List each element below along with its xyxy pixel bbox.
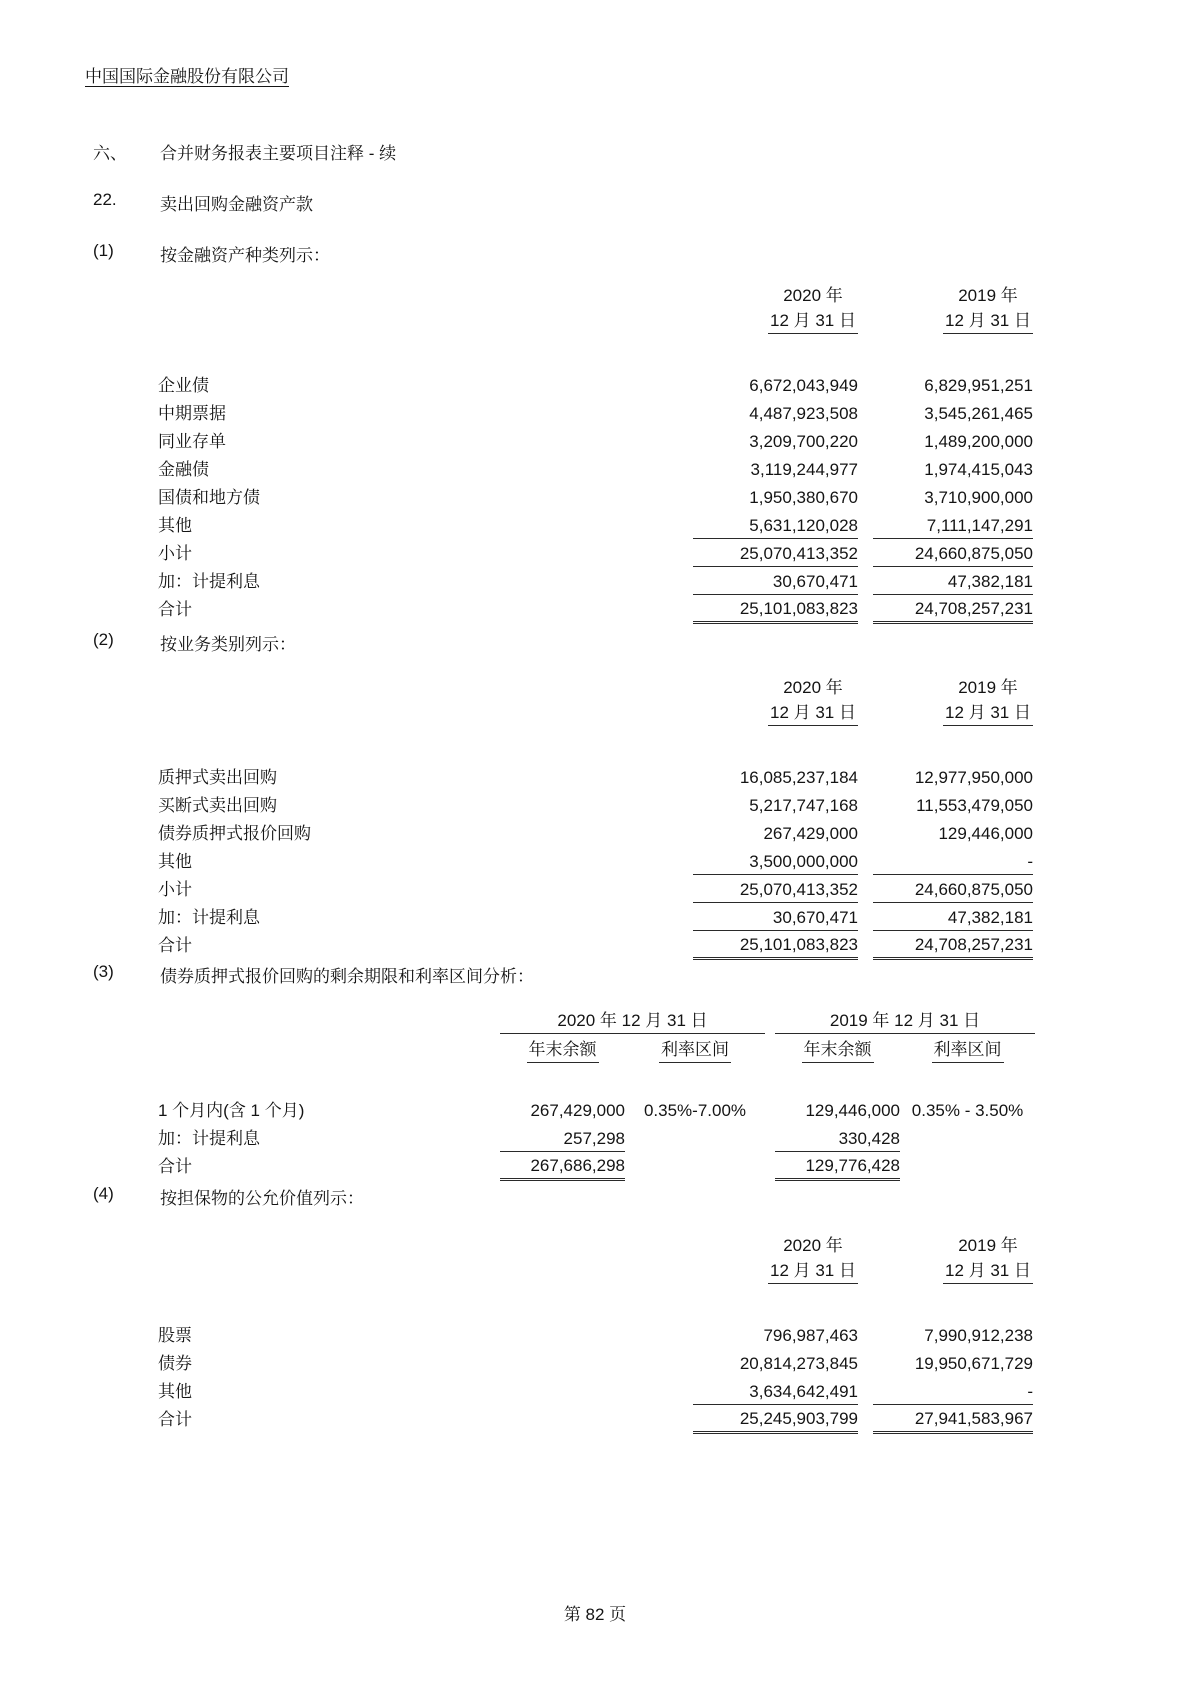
value-2020: 16,085,237,184 [739,768,858,787]
row-label: 其他 [158,1382,192,1401]
rate-2019 [900,1123,1035,1151]
rate-2020 [625,1123,765,1151]
section-heading [93,139,396,164]
item3-heading [93,962,534,987]
value-2019: - [1027,1381,1033,1401]
rate-2020: 0.35%-7.00% [643,1101,747,1120]
year-2019-label: 2019 年 [958,1236,1018,1255]
table-row [158,482,1033,510]
sub-header-row [158,1034,1035,1066]
item3-number: (3) [93,962,114,981]
row-label: 其他 [158,516,192,535]
page-number: 第 82 页 [563,1605,627,1624]
table-row [158,818,1033,846]
row-label: 合计 [158,1157,192,1176]
total-row [158,1404,1033,1432]
col-header-2020 [693,280,858,336]
value-2020: 25,101,083,823 [693,930,858,958]
table-row [158,762,1033,790]
table-by-collateral [158,1230,1033,1434]
date-2019-label: 12 月 31 日 [943,306,1033,334]
date-2020-label: 12 月 31 日 [768,698,858,726]
value-2019: 24,708,257,231 [873,594,1033,622]
interest-row [158,1123,1035,1151]
col-header-2019 [873,280,1033,336]
row-label: 债券质押式报价回购 [158,824,311,843]
value-2020: 3,634,642,491 [749,1381,858,1401]
value-2020: 25,245,903,799 [693,1404,858,1432]
table-row [158,846,1033,874]
total-row [158,930,1033,958]
sub-header-rate-2019: 利率区间 [900,1034,1035,1066]
value-2019: 47,382,181 [873,902,1033,930]
value-2020: 30,670,471 [693,902,858,930]
balance-2019: 129,446,000 [805,1101,901,1120]
company-name: 中国国际金融股份有限公司 [85,67,289,86]
value-2020: 1,950,380,670 [749,488,858,507]
interest-row [158,566,1033,594]
value-2020: 25,070,413,352 [693,538,858,566]
value-2020: 5,217,747,168 [749,796,858,815]
year-2020-label: 2020 年 [783,286,843,305]
item1-title: 按金融资产种类列示： [160,246,330,265]
value-2020: 25,070,413,352 [693,874,858,902]
value-2019: 6,829,951,251 [924,376,1033,395]
row-label: 企业债 [158,376,209,395]
value-2019: 24,660,875,050 [873,538,1033,566]
balance-2020: 257,298 [563,1128,625,1148]
value-2020: 6,672,043,949 [749,376,858,395]
rate-2020 [625,1151,765,1179]
table-row [158,510,1033,538]
date-2019-label: 12 月 31 日 [943,698,1033,726]
item4-heading [93,1184,364,1209]
sub-header-balance-2020: 年末余额 [500,1034,625,1066]
value-2019: 7,111,147,291 [926,515,1033,535]
col-header-2020 [693,1230,858,1286]
note-heading [93,190,313,215]
row-label: 其他 [158,852,192,871]
table-header-row [158,1230,1033,1286]
item4-title: 按担保物的公允价值列示： [160,1189,364,1208]
rate-2019: 0.35% - 3.50% [911,1101,1024,1120]
value-2020: 267,429,000 [763,824,858,843]
item4-number: (4) [93,1184,114,1203]
row-label: 金融债 [158,460,209,479]
section-title: 合并财务报表主要项目注释 - 续 [160,144,397,163]
row-label: 合计 [158,936,192,955]
row-label: 股票 [158,1326,192,1345]
value-2020: 796,987,463 [763,1326,858,1345]
value-2019: 11,553,479,050 [916,796,1033,815]
row-label: 合计 [158,1410,192,1429]
row-label: 合计 [158,600,192,619]
value-2020: 5,631,120,028 [749,515,858,535]
table-row [158,1320,1033,1348]
value-2019: 24,708,257,231 [873,930,1033,958]
year-2019-label: 2019 年 [958,678,1018,697]
value-2020: 25,101,083,823 [693,594,858,622]
subtotal-row [158,538,1033,566]
value-2020: 3,500,000,000 [749,851,858,871]
row-label: 同业存单 [158,432,226,451]
value-2019: 12,977,950,000 [914,768,1033,787]
total-row [158,594,1033,622]
value-2020: 3,119,244,977 [750,460,858,479]
row-label: 小计 [158,544,192,563]
table-row [158,1095,1035,1123]
value-2020: 30,670,471 [693,566,858,594]
col-header-2019 [873,1230,1033,1286]
value-2019: 3,545,261,465 [924,404,1033,423]
item2-number: (2) [93,630,114,649]
row-label: 质押式卖出回购 [158,768,277,787]
value-2020: 20,814,273,845 [739,1354,858,1373]
year-2020-label: 2020 年 [783,678,843,697]
year-2019-label: 2019 年 [958,286,1018,305]
value-2019: 1,974,415,043 [924,460,1033,479]
value-2019: - [1027,851,1033,871]
row-label: 国债和地方债 [158,488,260,507]
value-2019: 47,382,181 [873,566,1033,594]
value-2019: 24,660,875,050 [873,874,1033,902]
row-label: 债券 [158,1354,192,1373]
value-2020: 4,487,923,508 [749,404,858,423]
table-row [158,426,1033,454]
table-row [158,1376,1033,1404]
row-label: 1 个月内(含 1 个月) [158,1101,305,1120]
row-label: 加：计提利息 [158,572,260,591]
interest-row [158,902,1033,930]
table-header-row [158,280,1033,336]
value-2019: 1,489,200,000 [924,432,1033,451]
row-label: 加：计提利息 [158,908,260,927]
table-row [158,398,1033,426]
note-title: 卖出回购金融资产款 [160,195,313,214]
subtotal-row [158,874,1033,902]
value-2019: 3,710,900,000 [924,488,1033,507]
rate-2019 [900,1151,1035,1179]
table-header-row [158,672,1033,728]
row-label: 加：计提利息 [158,1129,260,1148]
balance-2020: 267,686,298 [500,1151,625,1179]
balance-2019: 129,776,428 [775,1151,900,1179]
value-2020: 3,209,700,220 [749,432,858,451]
table-row [158,790,1033,818]
row-label: 小计 [158,880,192,899]
year-2020-label: 2020 年 [783,1236,843,1255]
table-row [158,1348,1033,1376]
group-header-row [158,1005,1035,1034]
row-label: 中期票据 [158,404,226,423]
sub-header-rate-2020: 利率区间 [625,1034,765,1066]
value-2019: 27,941,583,967 [873,1404,1033,1432]
value-2019: 129,446,000 [938,824,1033,843]
item3-title: 债券质押式报价回购的剩余期限和利率区间分析： [160,967,534,986]
row-label: 买断式卖出回购 [158,796,277,815]
table-row [158,370,1033,398]
col-header-2020 [693,672,858,728]
date-2020-label: 12 月 31 日 [768,1256,858,1284]
group-header-2019: 2019 年 12 月 31 日 [775,1005,1035,1034]
item1-heading [93,241,330,266]
date-2020-label: 12 月 31 日 [768,306,858,334]
item2-title: 按业务类别列示： [160,635,296,654]
total-row [158,1151,1035,1179]
table-maturity-rate [158,1005,1035,1181]
table-by-asset-type [158,280,1033,624]
item2-heading [93,630,296,655]
section-number: 六、 [93,144,127,163]
balance-2020: 267,429,000 [530,1101,625,1120]
group-header-2020: 2020 年 12 月 31 日 [500,1005,765,1034]
note-number: 22. [93,190,117,209]
value-2019: 19,950,671,729 [914,1354,1033,1373]
sub-header-balance-2019: 年末余额 [775,1034,900,1066]
item1-number: (1) [93,241,114,260]
col-header-2019 [873,672,1033,728]
value-2019: 7,990,912,238 [924,1326,1033,1345]
table-row [158,454,1033,482]
balance-2019: 330,428 [838,1128,901,1148]
date-2019-label: 12 月 31 日 [943,1256,1033,1284]
table-by-business-type [158,672,1033,960]
